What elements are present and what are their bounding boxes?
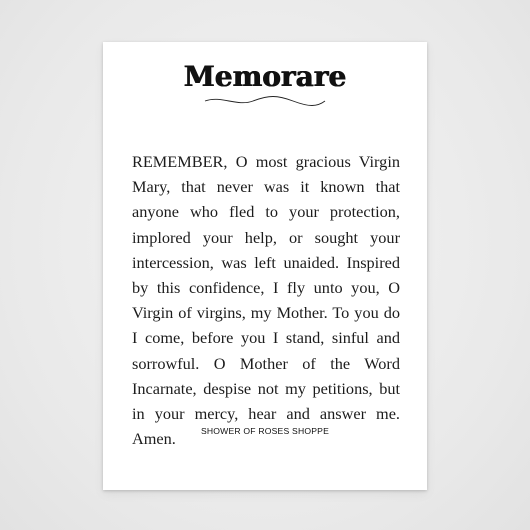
title-flourish-icon [201, 94, 329, 108]
card-title: Memorare [183, 60, 347, 93]
prayer-text: REMEMBER, O most gracious Virgin Mary, that never was it known that anyone who fled to your protection, implored your help, or sought your intercession, was left unaided. Inspired by this confidence, I fly unto you, O Virgin of virgins, my Mother. To you do I come, before you I stand, sinful and sorrowful. O Mother of the Word Incarnate, despise not my petitions, but in your mercy, hear and answer me. Amen. [132, 152, 400, 449]
prayer-card [103, 42, 427, 490]
shop-name: SHOWER OF ROSES SHOPPE [200, 426, 330, 436]
